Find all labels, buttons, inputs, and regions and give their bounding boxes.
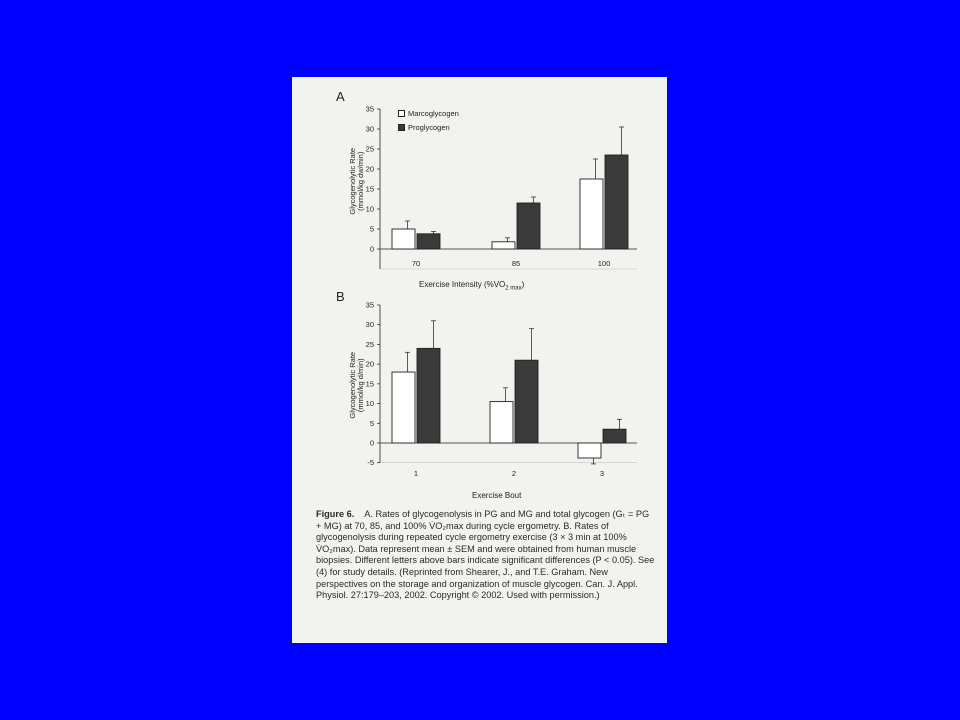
panel-b-bar <box>490 402 513 443</box>
panel-a-y-tick-label: 30 <box>365 124 374 134</box>
panel-b-y-tick-label: 5 <box>369 418 374 428</box>
panel-a-y-tick-label: 0 <box>369 244 374 254</box>
caption-text: A. Rates of glycogenolysis in PG and MG and total glycogen (Gₜ = PG + MG) at 70, 85, and 100% V̇O₂max during cycle ergometry. B. Rates of glycogenolysis during repeated cycle ergometry exercise (3 × 3 min at 100% V̇O₂max). Data represent mean ± SEM and were obtained from human muscle biopsies. Different letters above bars indicate significant differences (P < 0.05). See (4) for study details. (Reprinted from Shearer, J., and T.E. Graham. New perspectives on the storage and organization of muscle glycogen. Can. J. Appl. Physiol. 27:179–203, 2002. Copyright © 2002. Used with permission.) <box>316 509 655 601</box>
legend-label-proglycogen: Proglycogen <box>408 123 450 132</box>
panel-a-ylabel-line1: Glycogenolytic Rate <box>347 147 357 215</box>
panel-b-bar <box>578 443 601 458</box>
panel-a-y-tick-label: 10 <box>365 204 374 214</box>
panel-a-bar <box>605 155 628 249</box>
panel-b-y-tick-label: 35 <box>365 300 374 310</box>
panel-b-y-tick-label: 25 <box>365 339 374 349</box>
figure-scan <box>292 77 667 643</box>
panel-b-y-tick-label: -5 <box>367 458 374 468</box>
panel-a-xlabel-text: Exercise Intensity <box>419 280 482 289</box>
panel-a-y-tick-label: 5 <box>369 224 374 234</box>
panel-a-bar <box>517 203 540 249</box>
panel-a-x-tick-label: 85 <box>511 259 521 268</box>
panel-a-ylabel <box>349 126 366 236</box>
legend-proglycogen <box>398 123 450 132</box>
panel-b-bar <box>417 348 440 443</box>
panel-b-ylabel-line2: (mmol/kg d/min) <box>356 358 365 413</box>
panel-b-x-tick-label: 1 <box>413 469 419 478</box>
panel-b-ylabel-line1: Glycogenolytic Rate <box>347 351 357 419</box>
figure-caption <box>316 509 656 602</box>
panel-b-y-tick-label: 30 <box>365 320 374 330</box>
panel-a-letter: A <box>336 89 345 104</box>
panel-a-xlabel-unit: (%VO <box>483 280 506 289</box>
panel-a-x-tick-label: 100 <box>597 259 611 268</box>
legend-marcoglycogen <box>398 109 459 118</box>
legend-swatch-open <box>398 110 405 117</box>
panel-a-y-tick-label: 20 <box>365 164 374 174</box>
panel-b-y-tick-label: 0 <box>369 438 374 448</box>
panel-a-bar <box>492 242 515 249</box>
panel-b-y-tick-label: 15 <box>365 379 374 389</box>
panel-b-x-tick-label: 3 <box>599 469 605 478</box>
panel-b-x-tick-label: 2 <box>511 469 517 478</box>
panel-b-letter: B <box>336 289 345 304</box>
panel-a-bar <box>392 229 415 249</box>
panel-a-y-tick-label: 15 <box>365 184 374 194</box>
panel-b-y-tick-label: 10 <box>365 399 374 409</box>
panel-a-bar <box>580 179 603 249</box>
panel-a-ylabel-line2: (mmol/kg dw/min) <box>356 151 365 211</box>
panel-b-bar <box>603 429 626 443</box>
panel-a-y-tick-label: 35 <box>365 104 374 114</box>
panel-b-y-tick-label: 20 <box>365 359 374 369</box>
legend-label-marcoglycogen: Marcoglycogen <box>408 109 459 118</box>
panel-a-x-tick-label: 70 <box>411 259 421 268</box>
panel-a-bar <box>417 234 440 249</box>
panel-a-xlabel <box>419 280 524 292</box>
panel-b-ylabel <box>349 330 366 440</box>
caption-label: Figure 6. <box>316 509 355 519</box>
panel-a-xlabel-close: ) <box>521 280 525 289</box>
legend-swatch-filled <box>398 124 405 131</box>
panel-b-xlabel: Exercise Bout <box>472 491 522 500</box>
panel-b-bar <box>392 372 415 443</box>
panel-b-bar <box>515 360 538 443</box>
panel-a-y-tick-label: 25 <box>365 144 374 154</box>
panel-a-xlabel-sub: 2 max <box>505 285 522 292</box>
